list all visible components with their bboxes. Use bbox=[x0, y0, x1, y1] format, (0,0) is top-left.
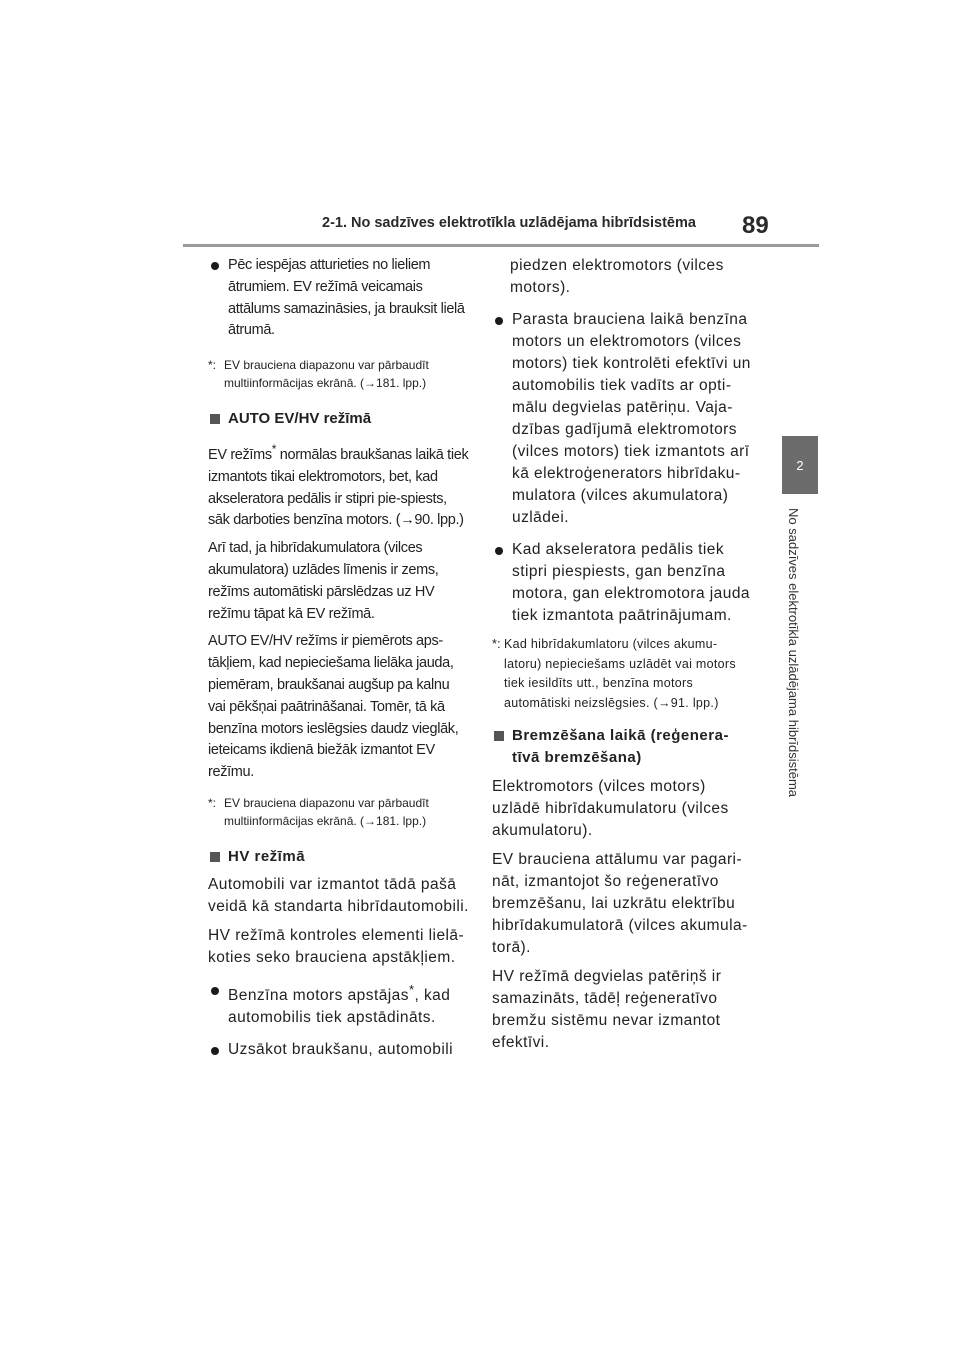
section-title: 2-1. No sadzīves elektrotīkla uzlādējama hibrīdsistēma bbox=[322, 215, 696, 231]
square-bullet-icon bbox=[494, 731, 504, 741]
square-bullet-icon bbox=[210, 414, 220, 424]
footnote-mark: *: bbox=[492, 637, 501, 651]
paragraph: AUTO EV/HV režīms ir piemērots aps-tākļiem, kad nepieciešama lielāka jauda, piemēram, braukšanai augšup pa kalnu vai pēkšņai paātrināšanai. Tomēr, tā kā benzīna motors ieslēgsies daudz vieglāk, ieteicams ikdienā biežāk izmantot EV režīmu. bbox=[208, 633, 459, 781]
section-heading: AUTO EV/HV režīmā bbox=[208, 408, 470, 430]
footnote-text: EV brauciena diapazonu var pārbaudīt multiinformācijas ekrānā. (→181. lpp.) bbox=[224, 795, 429, 828]
right-column bbox=[492, 255, 752, 1054]
paragraph: EV brauciena attālumu var pagari-nāt, izmantojot šo reģeneratīvo bremzēšanu, lai uzkrātu elektrību hibrīdakumulatorā (vilces akumula-torā). bbox=[492, 851, 748, 956]
paragraph-continuation: piedzen elektromotors (vilces motors). bbox=[510, 257, 724, 296]
page-number: 89 bbox=[742, 212, 769, 239]
header-divider bbox=[183, 244, 819, 247]
bullet-icon bbox=[211, 1047, 219, 1055]
bullet-item: Pēc iespējas atturieties no lieliem ātrumiem. EV režīmā veicamais attālums samazināsies, ja brauksit lielā ātrumā. bbox=[208, 255, 470, 342]
footnote bbox=[492, 635, 752, 713]
chapter-tab: 2 bbox=[782, 436, 818, 494]
footnote-text: Kad hibrīdakumlatoru (vilces akumu-latoru) nepieciešams uzlādēt vai motors tiek iesildīts utt., benzīna motors automātiski neizslēgsies. (→91. lpp.) bbox=[504, 637, 736, 710]
square-bullet-icon bbox=[210, 852, 220, 862]
paragraph: Automobili var izmantot tādā pašā veidā kā standarta hibrīdautomobili. bbox=[208, 875, 469, 915]
footnote-text: EV brauciena diapazonu var pārbaudīt multiinformācijas ekrānā. (→181. lpp.) bbox=[224, 358, 429, 391]
paragraph: HV režīmā degvielas patēriņš ir samazināts, tādēļ reģeneratīvo bremžu sistēmu nevar izmantot efektīvi. bbox=[492, 968, 722, 1051]
bullet-icon bbox=[211, 262, 219, 270]
paragraph: EV režīms* normālas braukšanas laikā tiek izmantots tikai elektromotors, bet, kad akseleratora pedālis ir stipri pie-spiests, sāk darboties benzīna motors. (→90. lpp.) bbox=[208, 442, 469, 529]
bullet-item: Kad akseleratora pedālis tiek stipri piespiests, gan benzīna motora, gan elektromotora jauda tiek izmantota paātrinājumam. bbox=[492, 539, 752, 627]
footnote-mark: *: bbox=[208, 358, 217, 373]
bullet-icon bbox=[211, 987, 219, 995]
bullet-item: Benzīna motors apstājas*, kad automobilis tiek apstādināts. bbox=[208, 979, 470, 1029]
paragraph: HV režīmā kontroles elementi lielā-koties seko brauciena apstākļiem. bbox=[208, 926, 465, 966]
bullet-icon bbox=[495, 317, 503, 325]
footnote bbox=[208, 356, 470, 392]
bullet-item: Uzsākot braukšanu, automobili bbox=[208, 1039, 470, 1061]
paragraph: Arī tad, ja hibrīdakumulatora (vilces akumulatora) uzlādes līmenis ir zems, režīms automātiski pārslēdzas uz HV režīmu tāpat kā EV režīmā. bbox=[208, 540, 439, 622]
bullet-icon bbox=[495, 547, 503, 555]
section-heading: HV režīmā bbox=[208, 846, 470, 868]
footnote bbox=[208, 794, 470, 830]
section-heading: Bremzēšana laikā (reģenera-tīvā bremzēšana) bbox=[492, 725, 752, 769]
left-column bbox=[208, 255, 470, 1061]
footnote-mark: *: bbox=[208, 795, 217, 810]
chapter-side-label: No sadzīves elektrotīkla uzlādējama hibrīdsistēma bbox=[786, 508, 801, 798]
bullet-item: Parasta brauciena laikā benzīna motors un elektromotors (vilces motors) tiek kontrolēti efektīvi un automobilis tiek vadīts ar opti-mālu degvielas patēriņu. Vaja-dzības gadījumā elektromotors (vilces motors) tiek izmantots arī kā elektroģenerators hibrīdaku-mulatora (vilces akumulatora) uzlādei. bbox=[492, 309, 752, 529]
paragraph: Elektromotors (vilces motors) uzlādē hibrīdakumulatoru (vilces akumulatoru). bbox=[492, 778, 729, 839]
